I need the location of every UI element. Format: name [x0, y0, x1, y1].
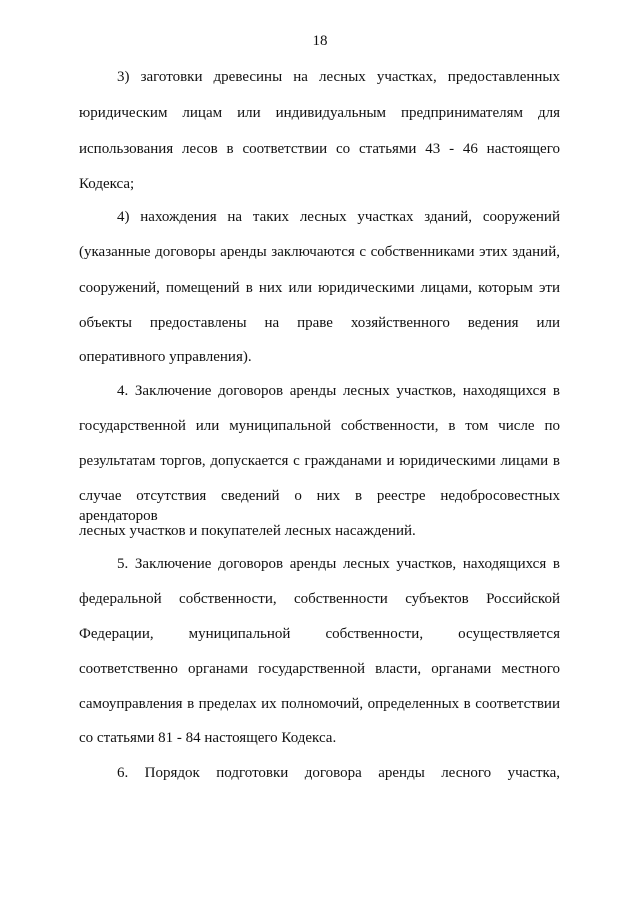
text-line: использования лесов в соответствии со статьями 43 - 46 настоящего — [79, 141, 560, 157]
text-line: результатам торгов, допускается с гражданами и юридическими лицами в — [79, 453, 560, 469]
text-line: объекты предоставлены на праве хозяйственного ведения или — [79, 315, 560, 331]
text-line: случае отсутствия сведений о них в реестре недобросовестных арендаторов — [79, 488, 560, 524]
text-line: юридическим лицам или индивидуальным предпринимателям для — [79, 105, 560, 121]
text-line: соответственно органами государственной власти, органами местного — [79, 661, 560, 677]
text-line: Кодекса; — [79, 176, 135, 192]
text-line: со статьями 81 - 84 настоящего Кодекса. — [79, 730, 337, 746]
page-number: 18 — [312, 33, 328, 49]
text-line: оперативного управления). — [79, 349, 252, 365]
text-line: 5. Заключение договоров аренды лесных участков, находящихся в — [117, 556, 560, 572]
text-line: федеральной собственности, собственности субъектов Российской — [79, 591, 560, 607]
text-line: 4. Заключение договоров аренды лесных участков, находящихся в — [117, 383, 560, 399]
text-line: 6. Порядок подготовки договора аренды лесного участка, — [117, 765, 560, 781]
text-line: 4) нахождения на таких лесных участках зданий, сооружений — [117, 209, 560, 225]
text-line: сооружений, помещений в них или юридическими лицами, которым эти — [79, 280, 560, 296]
text-line: 3) заготовки древесины на лесных участках, предоставленных — [117, 69, 560, 85]
text-line: Федерации, муниципальной собственности, осуществляется — [79, 626, 560, 642]
text-line: (указанные договоры аренды заключаются с собственниками этих зданий, — [79, 244, 560, 260]
text-line: самоуправления в пределах их полномочий, определенных в соответствии — [79, 696, 560, 712]
text-line: государственной или муниципальной собственности, в том числе по — [79, 418, 560, 434]
text-line: лесных участков и покупателей лесных насаждений. — [79, 523, 416, 539]
